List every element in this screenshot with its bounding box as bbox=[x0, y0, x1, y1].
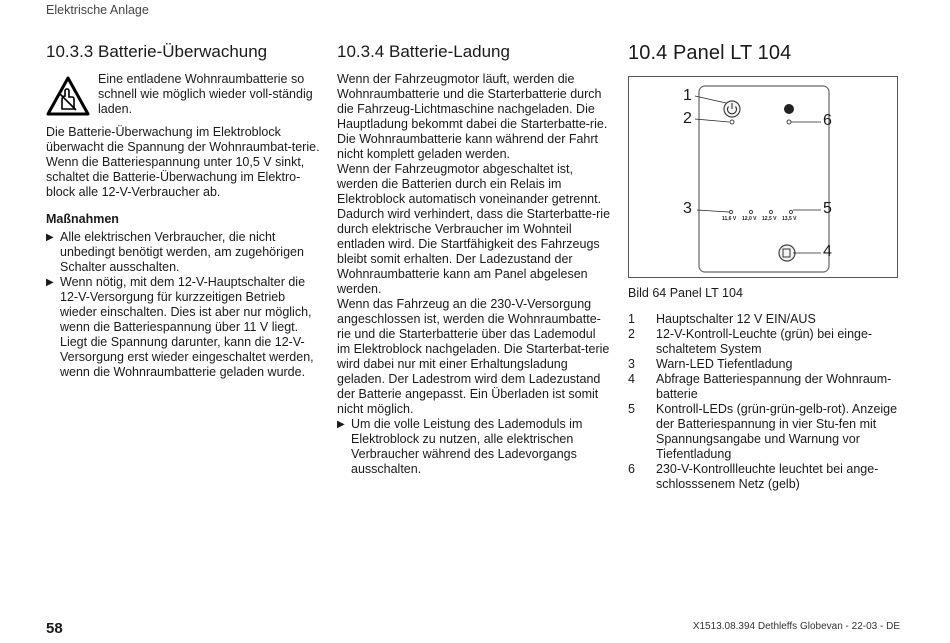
bullet-text: Wenn nötig, mit dem 12-V-Hauptschalter die 12-V-Versorgung für kurzzeitigen Betrieb wieder einschalten. Dies ist aber nur möglich, wenn die Batteriespannung über 11 V liegt. Liegt die Spannung darunter, kann die 12-V-Versorgung erst wieder eingeschaltet werden, wenn die Wohnraumbatterie geladen wurde. bbox=[60, 275, 314, 379]
panel-drawing bbox=[629, 77, 897, 277]
bullet-text: Um die volle Leistung des Lademoduls im Elektroblock zu nutzen, alle elektrischen Verbraucher während des Ladevorgangs ausschalten. bbox=[351, 417, 583, 476]
running-header: Elektrische Anlage bbox=[46, 3, 149, 17]
panel-figure bbox=[628, 76, 898, 278]
bullet-text: Alle elektrischen Verbraucher, die nicht unbedingt benötigt werden, am zugehörigen Schalter ausschalten. bbox=[60, 230, 304, 274]
callout-3: 3 bbox=[683, 200, 692, 217]
bullet-item bbox=[337, 417, 612, 477]
legend-text: 230-V-Kontrollleuchte leuchtet bei ange-schlosssenem Netz (gelb) bbox=[656, 462, 879, 491]
warning-triangle-icon bbox=[46, 76, 90, 116]
section-battery-charging bbox=[337, 42, 612, 477]
warning-text: Eine entladene Wohnraumbatterie so schnell wie möglich wieder voll-ständig laden. bbox=[98, 72, 313, 116]
measures-heading: Maßnahmen bbox=[46, 212, 119, 226]
legend-text: Hauptschalter 12 V EIN/AUS bbox=[656, 312, 816, 326]
legend-text: Kontroll-LEDs (grün-grün-gelb-rot). Anzeige der Batteriespannung in vier Stu-fen mit Spannungsangabe und Warnung vor Tiefentladung bbox=[656, 402, 898, 461]
legend-number: 2 bbox=[628, 327, 635, 341]
legend-list bbox=[628, 312, 908, 492]
legend-number: 5 bbox=[628, 402, 635, 416]
legend-number: 3 bbox=[628, 357, 635, 371]
section-title: 10.3.3 Batterie-Überwachung bbox=[46, 42, 268, 61]
legend-item bbox=[628, 372, 908, 402]
callout-2: 2 bbox=[683, 110, 692, 127]
figure-caption: Bild 64 Panel LT 104 bbox=[628, 286, 743, 300]
paragraph: Wenn der Fahrzeugmotor abgeschaltet ist, werden die Batterien durch ein Relais im Elektroblock automatisch voneinander getrennt. Dadurch wird verhindert, dass die Starterbatte-rie durch elektrische Verbraucher im Wohnteil entladen wird. Die Startfähigkeit des Fahrzeugs bleibt somit erhalten. Der Ladezustand der Wohnraumbatterie kann am Panel abgelesen werden. bbox=[337, 162, 611, 296]
section-title: 10.3.4 Batterie-Ladung bbox=[337, 42, 510, 61]
legend-number: 4 bbox=[628, 372, 635, 386]
led-label-11-6v: 11,6 V bbox=[722, 216, 737, 222]
footer-doc-id: X1513.08.394 Dethleffs Globevan - 22-03 - DE bbox=[692, 621, 900, 632]
legend-item bbox=[628, 357, 908, 372]
page-number: 58 bbox=[46, 620, 63, 637]
section-title: 10.4 Panel LT 104 bbox=[628, 42, 792, 64]
warning-note bbox=[46, 72, 321, 117]
led-label-12-0v: 12,0 V bbox=[742, 216, 757, 222]
led-label-12-5v: 12,5 V bbox=[762, 216, 777, 222]
bullet-item bbox=[46, 275, 321, 380]
legend-number: 1 bbox=[628, 312, 635, 326]
callout-5: 5 bbox=[823, 200, 832, 217]
legend-number: 6 bbox=[628, 462, 635, 476]
paragraph: Die Batterie-Überwachung im Elektroblock überwacht die Spannung der Wohnraumbat-terie. Wenn die Batteriespannung unter 10,5 V sinkt, schaltet die Batterie-Überwachung im Elektro-block alle 12-V-Verbraucher ab. bbox=[46, 125, 320, 199]
legend-text: Abfrage Batteriespannung der Wohnraum-batterie bbox=[656, 372, 892, 401]
callout-6: 6 bbox=[823, 112, 832, 129]
legend-item bbox=[628, 312, 908, 327]
legend-item bbox=[628, 402, 908, 462]
paragraph: Wenn das Fahrzeug an die 230-V-Versorgung angeschlossen ist, werden die Wohnraumbatte-rie und die Starterbatterie über das Lademodul im Elektroblock nachgeladen. Die Starterbat-terie wird dabei nur mit einer Erhaltungsladung geladen. Der Ladestrom wird dem Ladezustand der Batterie angepasst. Ein Überladen ist somit nicht möglich. bbox=[337, 297, 610, 416]
triangle-bullet-icon: ▶ bbox=[337, 419, 345, 430]
triangle-bullet-icon: ▶ bbox=[46, 277, 54, 288]
section-battery-monitoring bbox=[46, 42, 321, 380]
callout-4: 4 bbox=[823, 243, 832, 260]
legend-text: 12-V-Kontroll-Leuchte (grün) bei einge-schaltetem System bbox=[656, 327, 873, 356]
section-panel bbox=[628, 42, 908, 492]
legend-item bbox=[628, 327, 908, 357]
legend-item bbox=[628, 462, 908, 492]
callout-1: 1 bbox=[683, 87, 692, 104]
bullet-item bbox=[46, 230, 321, 275]
triangle-bullet-icon: ▶ bbox=[46, 232, 54, 243]
led-label-13-5v: 13,5 V bbox=[782, 216, 797, 222]
paragraph: Wenn der Fahrzeugmotor läuft, werden die Wohnraumbatterie und die Starterbatterie durch die Fahrzeug-Lichtmaschine nachgeladen. Die Hauptladung bekommt dabei die Starterbatte-rie. Die Wohnraumbatterie kann während der Fahrt nicht komplett geladen werden. bbox=[337, 72, 608, 161]
legend-text: Warn-LED Tiefentladung bbox=[656, 357, 793, 371]
